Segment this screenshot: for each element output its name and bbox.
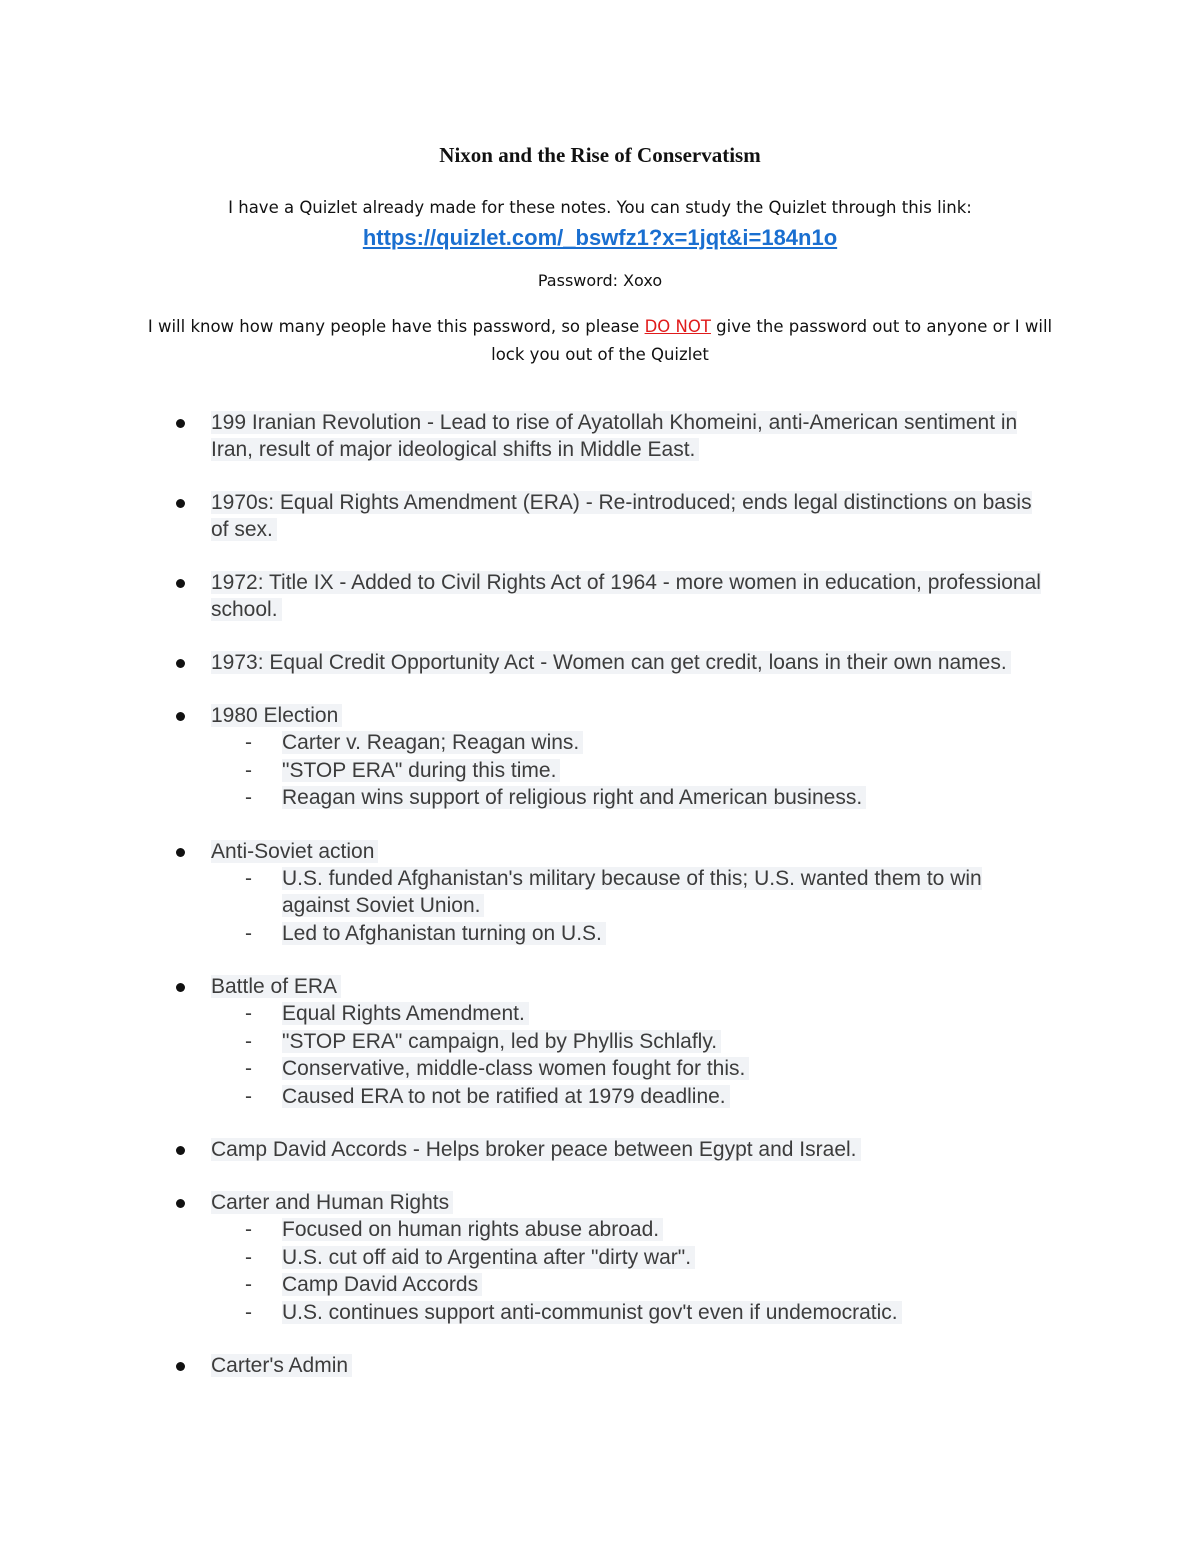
sub-text: Reagan wins support of religious right and American business. <box>282 786 866 809</box>
note-text-wrap <box>211 838 1046 865</box>
note-text: 1980 Election <box>211 704 342 727</box>
note-text: Carter and Human Rights <box>211 1191 453 1214</box>
sub-text: Focused on human rights abuse abroad. <box>282 1218 663 1241</box>
sub-item <box>0 1244 1200 1272</box>
note-text-wrap <box>211 649 1046 676</box>
do-not-emphasis: DO NOT <box>644 317 711 336</box>
note-text-wrap <box>211 973 1046 1000</box>
note-item <box>0 1189 1200 1326</box>
dash-icon: - <box>245 866 252 890</box>
note-text-wrap <box>211 1136 1046 1163</box>
sub-text-wrap <box>282 865 1042 920</box>
dash-icon: - <box>245 1029 252 1053</box>
warning-text <box>130 313 1070 369</box>
note-text: Camp David Accords - Helps broker peace between Egypt and Israel. <box>211 1138 861 1161</box>
note-item <box>0 649 1200 676</box>
sub-text-wrap <box>282 1271 1042 1299</box>
sub-item <box>0 865 1200 920</box>
bullet-icon <box>176 659 185 668</box>
bullet-icon <box>176 579 185 588</box>
sub-list <box>0 1000 1200 1110</box>
dash-icon: - <box>245 1300 252 1324</box>
bullet-icon <box>176 1362 185 1371</box>
sub-item <box>0 1271 1200 1299</box>
note-text: Carter's Admin <box>211 1354 352 1377</box>
notes-list <box>0 409 1200 1405</box>
sub-item <box>0 920 1200 948</box>
dash-icon: - <box>245 1002 252 1025</box>
document-title: Nixon and the Rise of Conservatism <box>439 143 761 167</box>
sub-text: U.S. cut off aid to Argentina after "dirty war". <box>282 1246 695 1269</box>
sub-text: Conservative, middle-class women fought for this. <box>282 1057 749 1080</box>
bullet-icon <box>176 983 185 992</box>
bullet-icon <box>176 499 185 508</box>
note-text: 1973: Equal Credit Opportunity Act - Women can get credit, loans in their own names. <box>211 651 1011 674</box>
sub-text: U.S. continues support anti-communist gov't even if undemocratic. <box>282 1301 902 1324</box>
note-item <box>0 409 1200 463</box>
sub-text-wrap <box>282 1244 1042 1272</box>
sub-item <box>0 729 1200 757</box>
note-item <box>0 569 1200 623</box>
sub-item <box>0 784 1200 812</box>
quizlet-link[interactable]: https://quizlet.com/_bswfz1?x=1jqt&i=184n1o <box>362 225 838 250</box>
sub-list <box>0 865 1200 948</box>
sub-item <box>0 1028 1200 1056</box>
sub-text: "STOP ERA" during this time. <box>282 759 560 782</box>
sub-text: Carter v. Reagan; Reagan wins. <box>282 731 583 754</box>
note-item <box>0 1136 1200 1163</box>
note-text-wrap <box>211 702 1046 729</box>
sub-text: U.S. funded Afghanistan's military because of this; U.S. wanted them to win against Soviet Union. <box>282 866 982 917</box>
dash-icon: - <box>245 731 252 754</box>
sub-text: Camp David Accords <box>282 1273 482 1296</box>
password-text: Password: Xoxo <box>537 271 663 290</box>
note-item <box>0 973 1200 1110</box>
sub-item <box>0 1299 1200 1327</box>
sub-item <box>0 1083 1200 1111</box>
sub-text-wrap <box>282 1055 1042 1083</box>
sub-text-wrap <box>282 920 1042 948</box>
sub-text: Caused ERA to not be ratified at 1979 deadline. <box>282 1085 730 1108</box>
bullet-icon <box>176 1146 185 1155</box>
note-item <box>0 838 1200 948</box>
note-item <box>0 1352 1200 1379</box>
bullet-icon <box>176 848 185 857</box>
note-text-wrap <box>211 409 1046 463</box>
note-text-wrap <box>211 569 1046 623</box>
note-text: Battle of ERA <box>211 975 341 998</box>
dash-icon: - <box>245 1245 252 1269</box>
sub-text-wrap <box>282 729 1042 757</box>
sub-text-wrap <box>282 1000 1042 1028</box>
note-text: 1970s: Equal Rights Amendment (ERA) - Re-introduced; ends legal distinctions on basis of sex. <box>211 491 1032 541</box>
sub-text: Led to Afghanistan turning on U.S. <box>282 922 606 945</box>
sub-list <box>0 729 1200 812</box>
note-item <box>0 489 1200 543</box>
warning-before: I will know how many people have this password, so please <box>147 317 645 336</box>
note-item <box>0 702 1200 812</box>
sub-text-wrap <box>282 1216 1042 1244</box>
sub-text-wrap <box>282 757 1042 785</box>
dash-icon: - <box>245 1084 252 1108</box>
dash-icon: - <box>245 921 252 945</box>
note-text-wrap <box>211 1189 1046 1216</box>
sub-item <box>0 1216 1200 1244</box>
bullet-icon <box>176 712 185 721</box>
dash-icon: - <box>245 1218 252 1241</box>
sub-text-wrap <box>282 784 1042 812</box>
note-text: 199 Iranian Revolution - Lead to rise of Ayatollah Khomeini, anti-American sentiment in Iran, result of major ideological shifts in Middle East. <box>211 411 1018 461</box>
dash-icon: - <box>245 786 252 809</box>
sub-item <box>0 1055 1200 1083</box>
sub-text-wrap <box>282 1083 1042 1111</box>
sub-text: "STOP ERA" campaign, led by Phyllis Schlafly. <box>282 1030 721 1053</box>
sub-item <box>0 1000 1200 1028</box>
note-text-wrap <box>211 1352 1046 1379</box>
bullet-icon <box>176 1199 185 1208</box>
sub-text: Equal Rights Amendment. <box>282 1002 529 1025</box>
quizlet-link-container <box>0 225 1200 251</box>
sub-text-wrap <box>282 1299 1042 1327</box>
sub-item <box>0 757 1200 785</box>
bullet-icon <box>176 419 185 428</box>
warning-after: give the password out to anyone or I will lock you out of the Quizlet <box>491 317 1053 364</box>
sub-list <box>0 1216 1200 1326</box>
note-text-wrap <box>211 489 1046 543</box>
intro-text: I have a Quizlet already made for these notes. You can study the Quizlet through this link: <box>228 198 972 217</box>
sub-text-wrap <box>282 1028 1042 1056</box>
note-text: Anti-Soviet action <box>211 840 378 863</box>
dash-icon: - <box>245 758 252 782</box>
note-text: 1972: Title IX - Added to Civil Rights Act of 1964 - more women in education, professional school. <box>211 571 1041 621</box>
dash-icon: - <box>245 1057 252 1080</box>
dash-icon: - <box>245 1273 252 1296</box>
